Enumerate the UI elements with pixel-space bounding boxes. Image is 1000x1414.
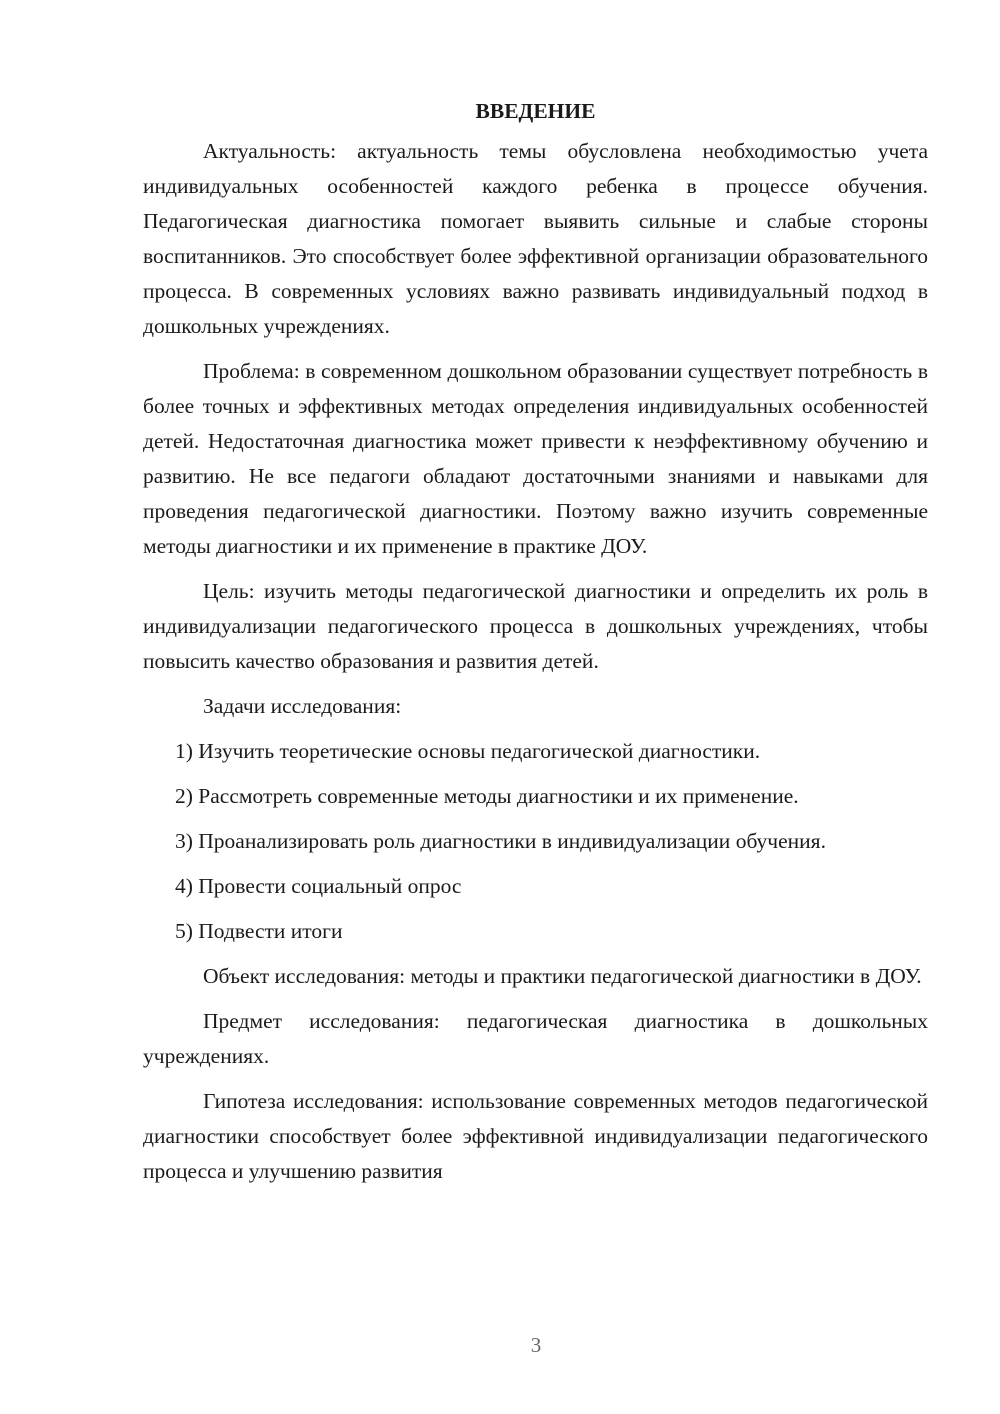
task-item: 4) Провести социальный опрос <box>175 874 462 898</box>
paragraph-hypothesis: Гипотеза исследования: использование современных методов педагогической диагностики способствует более эффективной индивидуализации педагогического процесса и улучшению развития <box>143 1089 928 1183</box>
page-number: 3 <box>530 1333 542 1357</box>
paragraph-subject: Предмет исследования: педагогическая диагностика в дошкольных учреждениях. <box>143 1009 928 1068</box>
paragraph-goal: Цель: изучить методы педагогической диагностики и определить их роль в индивидуализации педагогического процесса в дошкольных учреждениях, чтобы повысить качество образования и развития детей. <box>143 579 928 673</box>
document-page <box>143 96 928 1199</box>
task-item: 3) Проанализировать роль диагностики в индивидуализации обучения. <box>175 829 826 853</box>
paragraph-object: Объект исследования: методы и практики педагогической диагностики в ДОУ. <box>203 964 922 988</box>
tasks-heading: Задачи исследования: <box>203 694 402 718</box>
section-title: ВВЕДЕНИЕ <box>475 99 596 123</box>
task-item: 1) Изучить теоретические основы педагогической диагностики. <box>175 739 761 763</box>
task-item: 2) Рассмотреть современные методы диагностики и их применение. <box>175 784 799 808</box>
paragraph-relevance: Актуальность: актуальность темы обусловлена необходимостью учета индивидуальных особенностей каждого ребенка в процессе обучения. Педагогическая диагностика помогает выявить сильные и слабые стороны воспитанников. Это способствует более эффективной организации образовательного процесса. В современных условиях важно развивать индивидуальный подход в дошкольных учреждениях. <box>143 139 928 338</box>
task-item: 5) Подвести итоги <box>175 919 343 943</box>
paragraph-problem: Проблема: в современном дошкольном образовании существует потребность в более точных и эффективных методах определения индивидуальных особенностей детей. Недостаточная диагностика может привести к неэффективному обучению и развитию. Не все педагоги обладают достаточными знаниями и навыками для проведения педагогической диагностики. Поэтому важно изучить современные методы диагностики и их применение в практике ДОУ. <box>143 359 928 558</box>
